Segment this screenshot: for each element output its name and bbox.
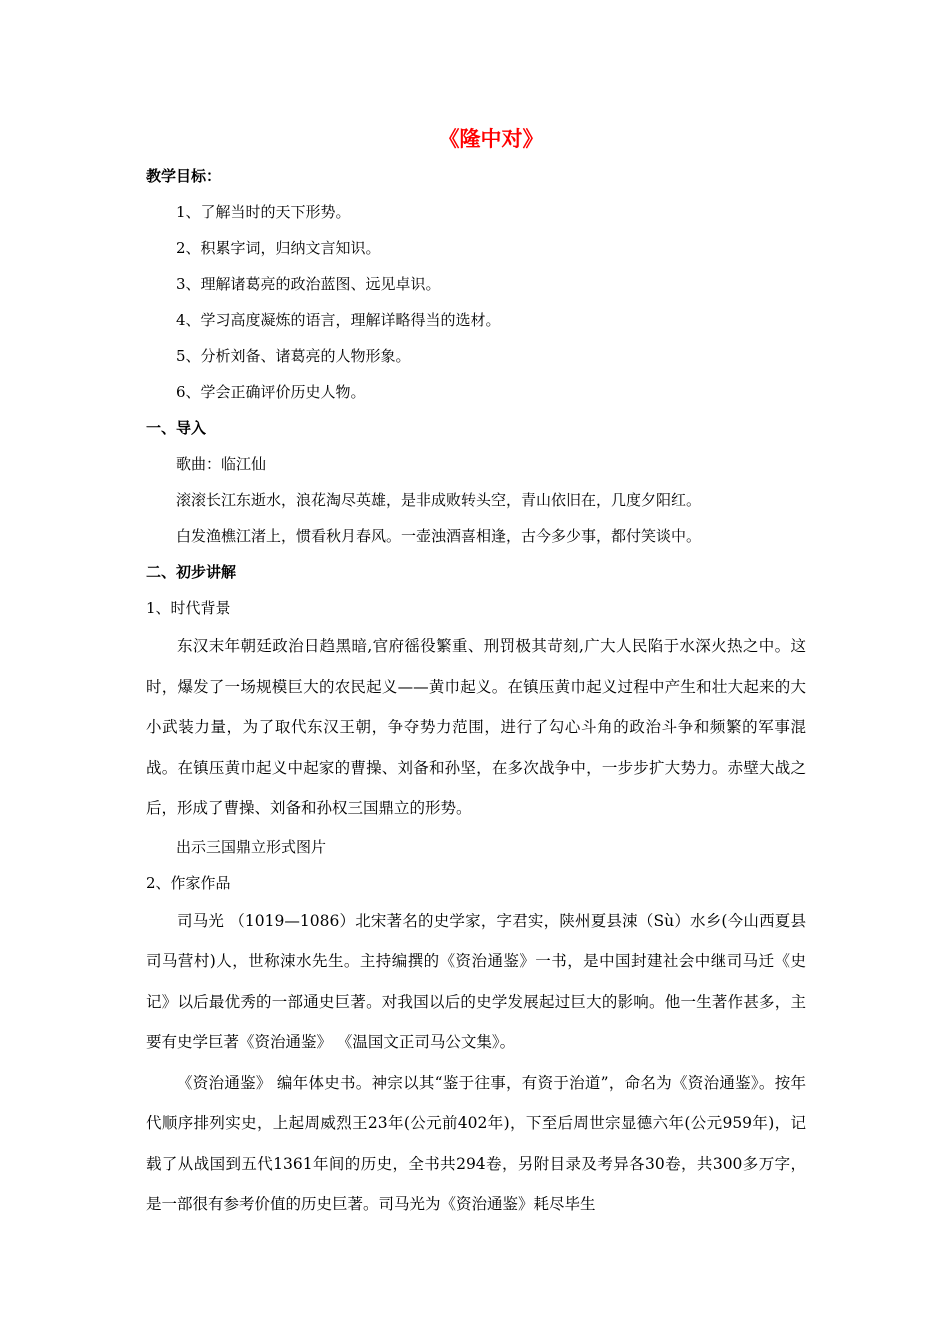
objective-item: 3、理解诸葛亮的政治蓝图、远见卓识。 [176,275,441,293]
objective-item: 2、积累字词，归纳文言知识。 [176,239,381,257]
picture-note: 出示三国鼎立形式图片 [176,837,327,856]
objective-item: 5、分析刘备、诸葛亮的人物形象。 [176,347,411,365]
song-label: 歌曲：临江仙 [176,455,267,473]
lyric-line: 滚滚长江东逝水，浪花淘尽英雄，是非成败转头空，青山依旧在，几度夕阳红。 [176,491,702,509]
subsection-title-author: 2、作家作品 [146,873,231,892]
document-title: 《隆中对》 [438,127,544,151]
objectives-heading: 教学目标： [146,167,222,185]
section-heading-intro: 一、导入 [146,419,207,437]
objective-item: 6、学会正确评价历史人物。 [176,383,366,401]
lyric-line: 白发渔樵江渚上，惯看秋月春风。一壶浊酒喜相逢，古今多少事，都付笑谈中。 [176,527,702,545]
objective-item: 1、了解当时的天下形势。 [176,203,351,221]
objective-item: 4、学习高度凝炼的语言，理解详略得当的选材。 [176,311,501,329]
document-page [146,120,806,1227]
background-paragraph: 东汉末年朝廷政治日趋黑暗,官府徭役繁重、刑罚极其苛刻,广大人民陷于水深火热之中。这时，爆发了一场规模巨大的农民起义——黄巾起义。在镇压黄巾起义过程中产生和壮大起来的大小武装力量，为了取代东汉王朝，争夺势力范围，进行了勾心斗角的政治斗争和频繁的军事混战。在镇压黄巾起义中起家的曹操、刘备和孙坚，在多次战争中，一步步扩大势力。赤壁大战之后，形成了曹操、刘备和孙权三国鼎立的形势。 [146,637,806,817]
section-heading-explanation: 二、初步讲解 [146,563,237,581]
subsection-title-background: 1、时代背景 [146,599,231,617]
work-paragraph: 《资治通鉴》 编年体史书。神宗以其“鉴于往事，有资于治道”，命名为《资治通鉴》。按年代顺序排列实史，上起周威烈王23年(公元前402年)，下至后周世宗显德六年(公元959年)，记载了从战国到五代1361年间的历史，全书共294卷，另附目录及考异各30卷，共300多万字，是一部很有参考价值的历史巨著。司马光为《资治通鉴》耗尽毕生 [146,1073,806,1213]
author-paragraph: 司马光 （1019—1086）北宋著名的史学家，字君实，陕州夏县涑（Sù）水乡(今山西夏县司马营村)人，世称涑水先生。主持编撰的《资治通鉴》一书，是中国封建社会中继司马迁《史记》以后最优秀的一部通史巨著。对我国以后的史学发展起过巨大的影响。他一生著作甚多，主要有史学巨著《资治通鉴》 《温国文正司马公文集》。 [146,911,806,1051]
